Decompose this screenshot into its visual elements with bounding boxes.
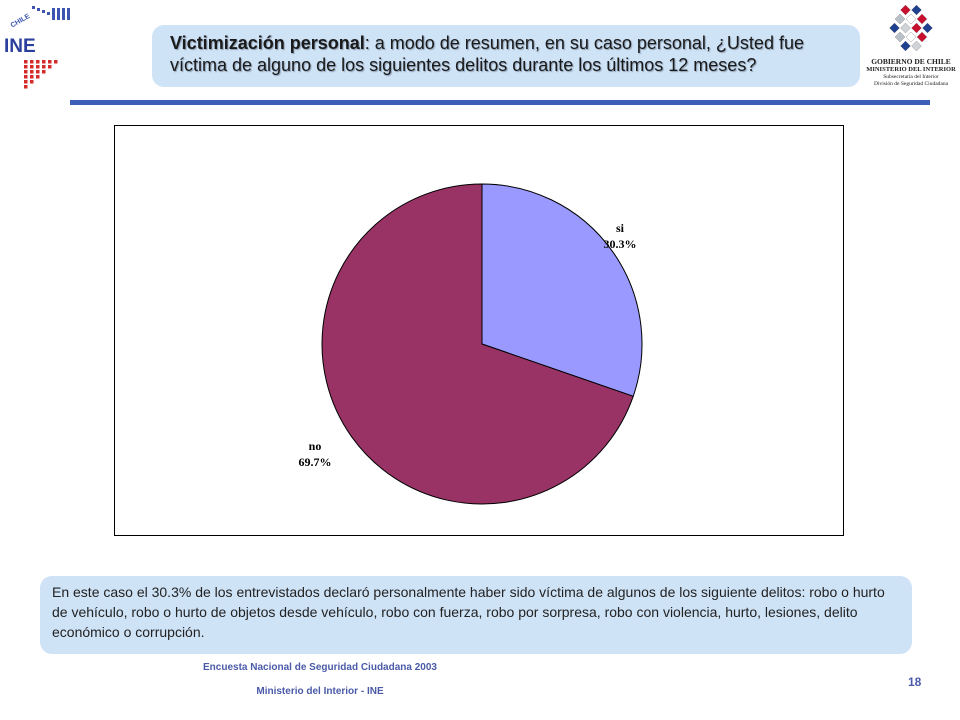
gov-line-2: MINISTERIO DEL INTERIOR [866, 66, 956, 73]
pie-chart [115, 126, 845, 537]
ine-logo [4, 4, 76, 92]
slice-label-si: si [615, 221, 625, 235]
summary-box [40, 576, 912, 654]
question-title-bold: Victimización personal [170, 33, 365, 53]
footer-ministry: Ministerio del Interior - INE [256, 686, 384, 697]
ine-logo-chile: CHILE [9, 12, 32, 30]
ine-logo-text: INE [4, 36, 36, 57]
header-divider [70, 100, 930, 105]
question-title-rest: : a modo de resumen, en su caso personal, ¿Usted fue víctima de alguno de los siguientes delitos durante los últimos 12 meses? [170, 33, 804, 75]
page-number: 18 [908, 675, 922, 689]
gov-line-3: Subsecretaría del Interior [883, 74, 939, 80]
slice-label-no: no [308, 439, 322, 453]
question-title [152, 25, 860, 87]
slice-value-si: 30.3% [603, 237, 637, 251]
summary-text: En este caso el 30.3% de los entrevistados declaró personalmente haber sido víctima de algunos de los siguiente delitos: robo o hurto de vehículo, robo o hurto de objetos desde vehículo, robo con fuerza, robo por sorpresa, robo con violencia, hurto, lesiones, delito económico o corrupción. [52, 584, 885, 640]
slice-value-no: 69.7% [298, 455, 332, 469]
footer-survey-name: Encuesta Nacional de Seguridad Ciudadana 2003 [203, 662, 437, 673]
gov-line-1: GOBIERNO DE CHILE [871, 57, 951, 66]
gov-line-4: División de Seguridad Ciudadana [873, 81, 949, 87]
gobierno-de-chile-caption [862, 58, 960, 88]
pie-chart-frame [114, 125, 844, 536]
